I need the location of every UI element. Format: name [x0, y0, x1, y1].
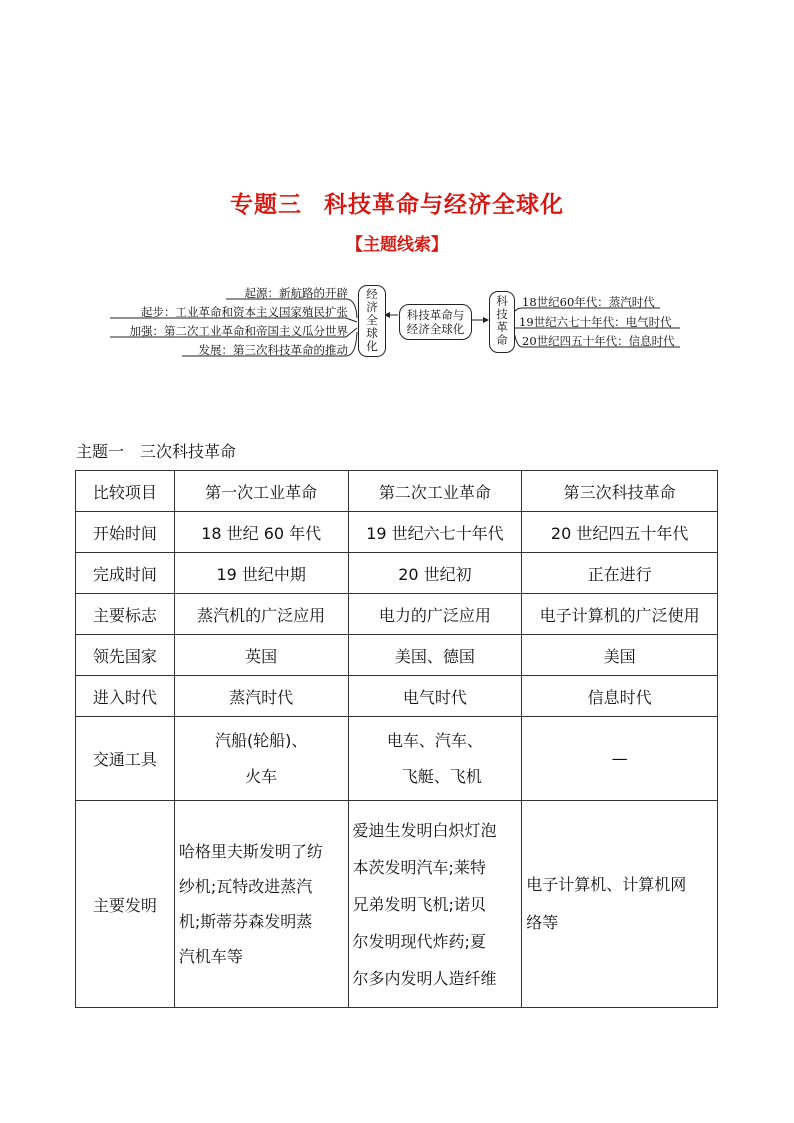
- era-steam: 18世纪60年代：蒸汽时代: [522, 295, 655, 309]
- table-cell: 电子计算机的广泛使用: [522, 594, 718, 635]
- row-label: 交通工具: [76, 717, 175, 801]
- header-cell: 第一次工业革命: [174, 471, 348, 512]
- table-cell: 19 世纪六七十年代: [348, 512, 522, 553]
- topic-heading: 主题一 三次科技革命: [76, 442, 237, 461]
- header-cell: 第三次科技革命: [522, 471, 718, 512]
- table-cell: 蒸汽机的广泛应用: [174, 594, 348, 635]
- table-cell: 20 世纪四五十年代: [522, 512, 718, 553]
- table-cell: 信息时代: [522, 676, 718, 717]
- row-label: 主要标志: [76, 594, 175, 635]
- clue-start: 起步：工业革命和资本主义国家殖民扩张: [141, 305, 348, 319]
- center-box: 科技革命与 经济全球化: [399, 304, 472, 340]
- table-cell: 18 世纪 60 年代: [174, 512, 348, 553]
- table-cell: 电车、汽车、 飞艇、飞机: [348, 717, 522, 801]
- clue-diagram: [0, 282, 794, 362]
- section-subtitle: 【主题线索】: [346, 235, 448, 255]
- table-cell: 美国: [522, 635, 718, 676]
- era-information: 20世纪四五十年代：信息时代: [522, 334, 675, 348]
- globalization-box: 经 济 全 球 化: [358, 285, 386, 357]
- header-cell: 第二次工业革命: [348, 471, 522, 512]
- table-cell: 电气时代: [348, 676, 522, 717]
- table-header-row: [76, 471, 718, 512]
- table-cell: 20 世纪初: [348, 553, 522, 594]
- table-cell: 爱迪生发明白炽灯泡 本茨发明汽车;莱特 兄弟发明飞机;诺贝 尔发明现代炸药;夏 尔多内发明人造纤维: [348, 801, 522, 1008]
- diagram-lines: [0, 282, 794, 362]
- table-cell: —: [522, 717, 718, 801]
- table-row: [76, 553, 718, 594]
- table-cell: 美国、德国: [348, 635, 522, 676]
- row-label: 主要发明: [76, 801, 175, 1008]
- table-cell: 电子计算机、计算机网 络等: [522, 801, 718, 1008]
- era-electric: 19世纪六七十年代：电气时代: [519, 315, 672, 329]
- table-row: [76, 676, 718, 717]
- clue-develop: 发展：第三次科技革命的推动: [198, 343, 348, 357]
- table-cell: 正在进行: [522, 553, 718, 594]
- table-cell: 哈格里夫斯发明了纺 纱机;瓦特改进蒸汽 机;斯蒂芬森发明蒸 汽机车等: [174, 801, 348, 1008]
- table-row: [76, 717, 718, 801]
- table-cell: 蒸汽时代: [174, 676, 348, 717]
- row-label: 进入时代: [76, 676, 175, 717]
- row-label: 开始时间: [76, 512, 175, 553]
- row-label: 完成时间: [76, 553, 175, 594]
- table-cell: 电力的广泛应用: [348, 594, 522, 635]
- clue-origin: 起源：新航路的开辟: [244, 286, 348, 300]
- table-row: [76, 635, 718, 676]
- header-cell: 比较项目: [76, 471, 175, 512]
- clue-strengthen: 加强：第二次工业革命和帝国主义瓜分世界: [129, 324, 348, 338]
- table-cell: 汽船(轮船)、 火车: [174, 717, 348, 801]
- row-label: 领先国家: [76, 635, 175, 676]
- page-title: 专题三 科技革命与经济全球化: [230, 192, 564, 218]
- table-cell: 19 世纪中期: [174, 553, 348, 594]
- table-row: [76, 801, 718, 1008]
- table-row: [76, 594, 718, 635]
- tech-revolution-box: 科 技 革 命: [489, 291, 515, 353]
- comparison-table: [75, 470, 718, 1008]
- table-cell: 英国: [174, 635, 348, 676]
- table-row: [76, 512, 718, 553]
